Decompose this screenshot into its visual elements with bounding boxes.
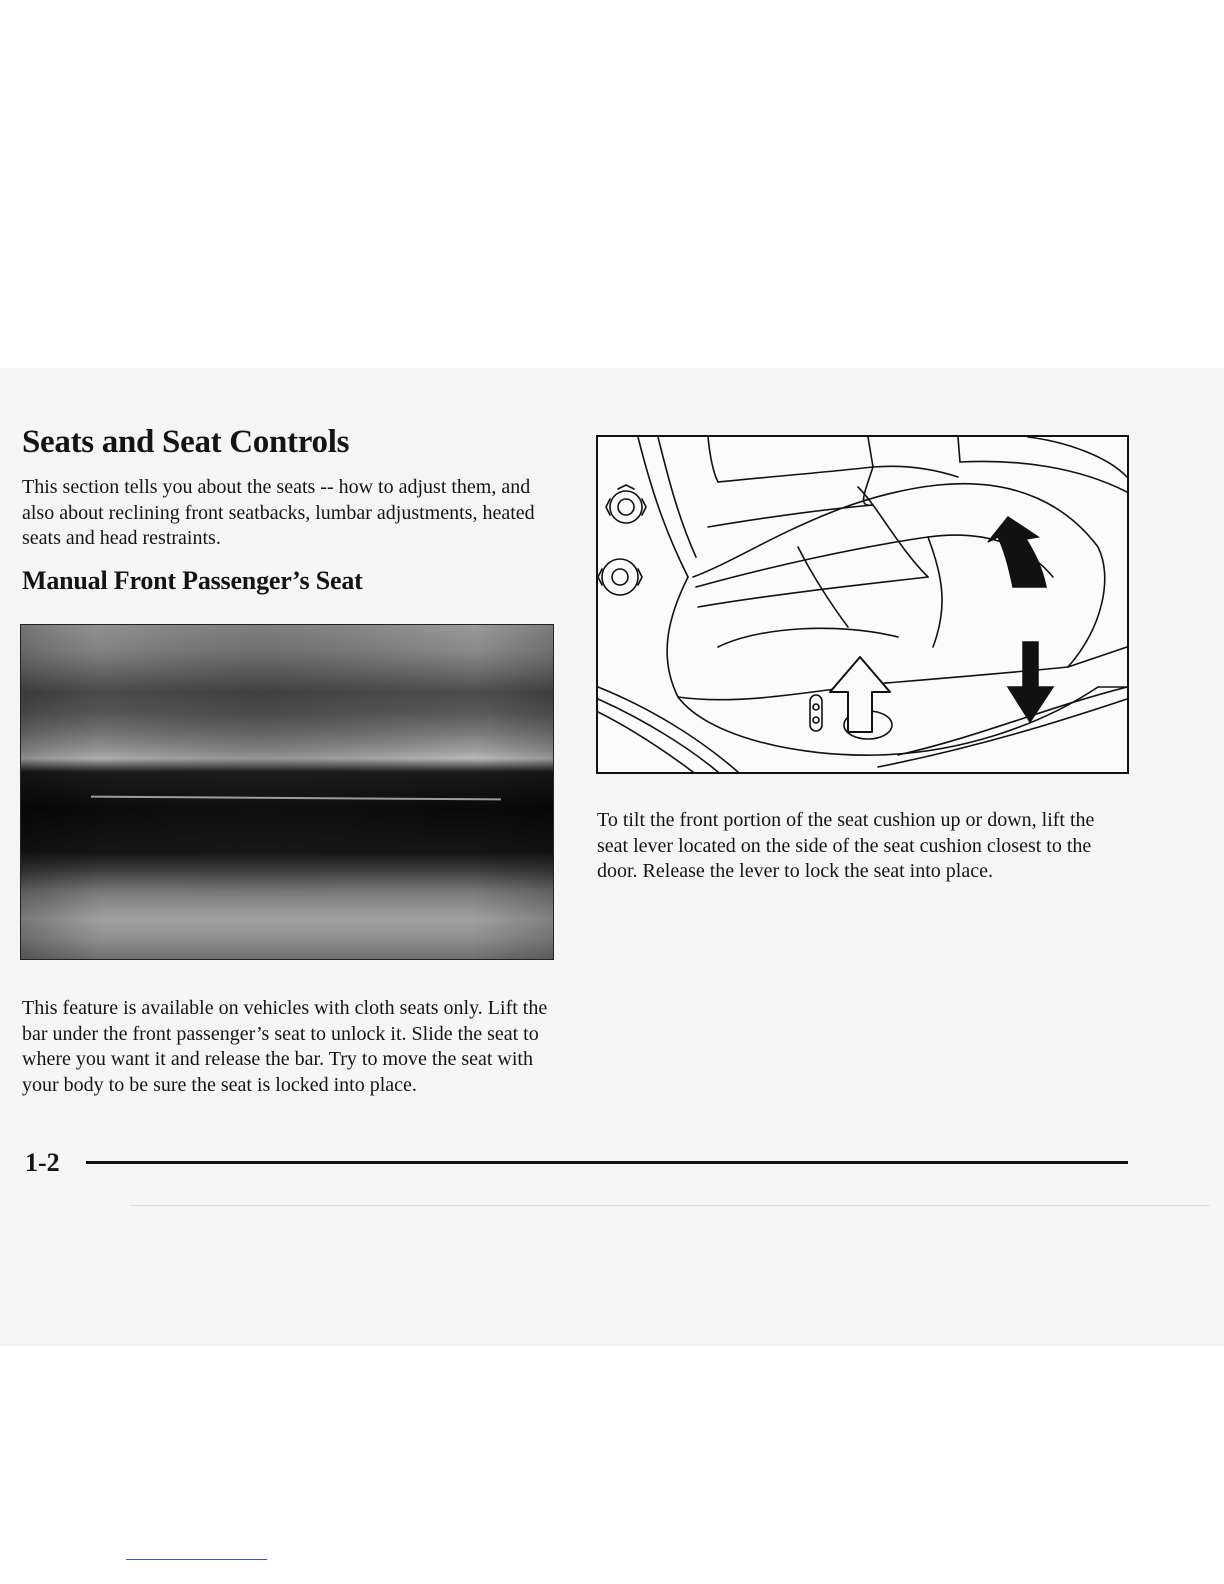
intro-paragraph: This section tells you about the seats -- how to adjust them, and also about reclining front seatbacks, lumbar adjustments, heated seats and head restraints. [22, 476, 535, 549]
tilt-paragraph: To tilt the front portion of the seat cushion up or down, lift the seat lever located on the side of the seat cushion closest to the door. Release the lever to lock the seat into place. [597, 809, 1095, 882]
link-underline [126, 1559, 267, 1560]
footer-rule [86, 1161, 1128, 1164]
seat-tilt-illustration [598, 437, 1127, 772]
subsection-heading: Manual Front Passenger’s Seat [22, 566, 363, 595]
seat-bar-photo [20, 624, 554, 960]
scan-faint-line [130, 1205, 1210, 1206]
page-number: 1-2 [25, 1148, 60, 1177]
seat-tilt-diagram [596, 435, 1129, 774]
feature-paragraph: This feature is available on vehicles with cloth seats only. Lift the bar under the front passenger’s seat to unlock it. Slide the seat to where you want it and release the bar. Try to move the seat with your body to be sure the seat is locked into place. [22, 997, 548, 1096]
photo-shading [21, 625, 553, 959]
section-heading: Seats and Seat Controls [22, 424, 350, 460]
